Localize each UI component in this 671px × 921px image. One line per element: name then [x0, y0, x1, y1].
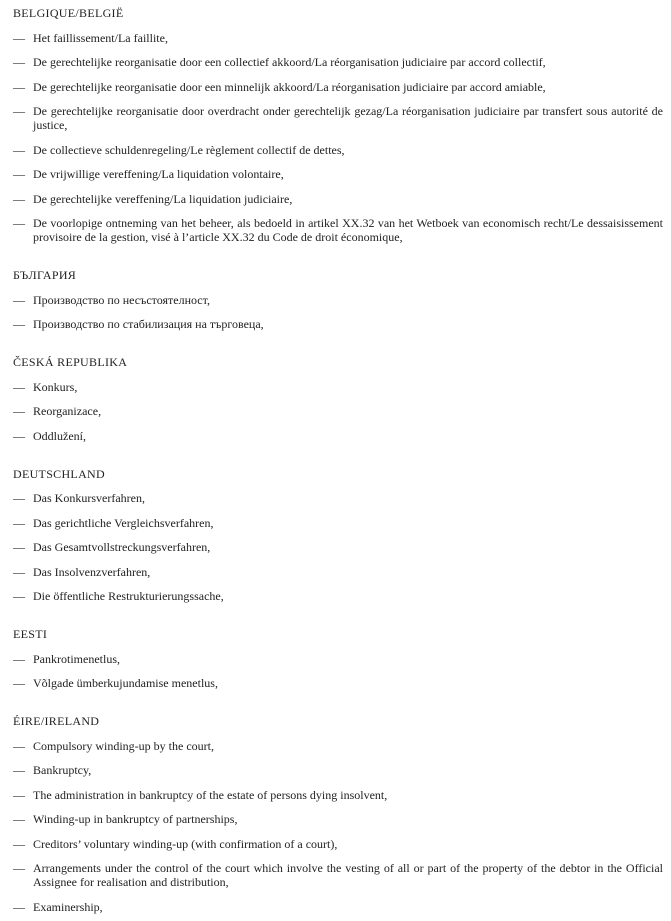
- dash-marker: —: [13, 564, 25, 579]
- item-text: Examinership,: [33, 899, 103, 914]
- list-item: [13, 491, 663, 505]
- country-heading: EESTI: [13, 627, 48, 641]
- list-item: [13, 900, 663, 914]
- item-text: Das gerichtliche Vergleichsverfahren,: [33, 515, 214, 530]
- item-text: Võlgade ümberkujundamise menetlus,: [33, 676, 218, 690]
- country-section-bulgaria: [13, 268, 663, 331]
- item-text: The administration in bankruptcy of the estate of persons dying insolvent,: [33, 787, 388, 802]
- item-text: Konkurs,: [33, 379, 78, 394]
- item-text: Производство по несъстоятелност,: [33, 292, 210, 307]
- dash-marker: —: [13, 317, 25, 331]
- item-text: Het faillissement/La faillite,: [33, 30, 168, 45]
- country-section-belgique: [13, 6, 663, 244]
- item-text: De gerechtelijke reorganisatie door een minnelijk akkoord/La réorganisation judiciaire par accord amiable,: [33, 79, 546, 94]
- item-text: Compulsory winding-up by the court,: [33, 738, 214, 753]
- list-item: [13, 652, 663, 666]
- dash-marker: —: [13, 379, 25, 394]
- item-text: De voorlopige ontneming van het beheer, als bedoeld in artikel XX.32 van het Wetboek van economisch recht/Le dessaisissement provisoire de la gestion, visé à l’article XX.32 du Code de droit économique,: [33, 216, 663, 244]
- list-item: [13, 565, 663, 579]
- item-text: Reorganizace,: [33, 404, 102, 418]
- list-item: [13, 540, 663, 554]
- dash-marker: —: [13, 79, 25, 94]
- list-item: [13, 589, 663, 603]
- list-item: [13, 404, 663, 418]
- list-item: [13, 788, 663, 802]
- item-text: Die öffentliche Restrukturierungssache,: [33, 589, 224, 603]
- list-item: [13, 380, 663, 394]
- country-heading: ÉIRE/IRELAND: [13, 714, 100, 728]
- country-section-deutschland: [13, 467, 663, 604]
- dash-marker: —: [13, 812, 25, 826]
- dash-marker: —: [13, 428, 25, 443]
- dash-marker: —: [13, 55, 25, 69]
- list-item: [13, 104, 663, 132]
- dash-marker: —: [13, 191, 25, 206]
- country-section-ceska-republika: [13, 355, 663, 443]
- list-item: [13, 167, 663, 181]
- list-item: [13, 192, 663, 206]
- dash-marker: —: [13, 738, 25, 753]
- item-text: Das Insolvenzverfahren,: [33, 564, 151, 579]
- item-text: Bankruptcy,: [33, 763, 92, 777]
- list-item: [13, 216, 663, 244]
- dash-marker: —: [13, 589, 25, 603]
- item-text: Oddlužení,: [33, 428, 86, 443]
- list-item: [13, 429, 663, 443]
- list-item: [13, 861, 663, 889]
- item-text: De gerechtelijke reorganisatie door overdracht onder gerechtelijk gezag/La réorganisation judiciaire par transfert sous autorité de justice,: [33, 104, 663, 132]
- country-heading: BELGIQUE/BELGIË: [13, 6, 124, 20]
- list-item: [13, 31, 663, 45]
- dash-marker: —: [13, 292, 25, 307]
- dash-marker: —: [13, 836, 25, 851]
- item-text: Das Gesamtvollstreckungsverfahren,: [33, 540, 211, 554]
- item-text: Pankrotimenetlus,: [33, 651, 120, 666]
- dash-marker: —: [13, 787, 25, 802]
- item-text: De gerechtelijke vereffening/La liquidation judiciaire,: [33, 191, 293, 206]
- list-item: [13, 739, 663, 753]
- item-text: De collectieve schuldenregeling/Le règlement collectif de dettes,: [33, 142, 345, 157]
- dash-marker: —: [13, 899, 25, 914]
- list-item: [13, 293, 663, 307]
- dash-marker: —: [13, 763, 25, 777]
- item-text: Winding-up in bankruptcy of partnerships,: [33, 812, 238, 826]
- dash-marker: —: [13, 142, 25, 157]
- item-text: Das Konkursverfahren,: [33, 491, 145, 505]
- list-item: [13, 812, 663, 826]
- dash-marker: —: [13, 104, 25, 118]
- country-heading: DEUTSCHLAND: [13, 466, 105, 481]
- dash-marker: —: [13, 30, 25, 45]
- item-text: Creditors’ voluntary winding-up (with confirmation of a court),: [33, 836, 338, 851]
- dash-marker: —: [13, 651, 25, 666]
- dash-marker: —: [13, 515, 25, 530]
- list-item: [13, 143, 663, 157]
- list-item: [13, 676, 663, 690]
- country-heading: БЪЛГАРИЯ: [13, 268, 77, 282]
- dash-marker: —: [13, 861, 25, 875]
- item-text: Arrangements under the control of the court which involve the vesting of all or part of the property of the debtor in the Official Assignee for realisation and distribution,: [33, 861, 663, 889]
- item-text: De gerechtelijke reorganisatie door een collectief akkoord/La réorganisation judiciaire par accord collectif,: [33, 55, 546, 69]
- list-item: [13, 516, 663, 530]
- dash-marker: —: [13, 676, 25, 690]
- country-section-eesti: [13, 627, 663, 690]
- dash-marker: —: [13, 404, 25, 418]
- item-text: De vrijwillige vereffening/La liquidation volontaire,: [33, 167, 284, 181]
- list-item: [13, 837, 663, 851]
- list-item: [13, 80, 663, 94]
- dash-marker: —: [13, 491, 25, 505]
- dash-marker: —: [13, 216, 25, 230]
- list-item: [13, 55, 663, 69]
- country-heading: ČESKÁ REPUBLIKA: [13, 355, 128, 369]
- dash-marker: —: [13, 540, 25, 554]
- dash-marker: —: [13, 167, 25, 181]
- list-item: [13, 317, 663, 331]
- country-section-eire-ireland: [13, 714, 663, 914]
- item-text: Производство по стабилизация на търговеца,: [33, 317, 264, 331]
- list-item: [13, 763, 663, 777]
